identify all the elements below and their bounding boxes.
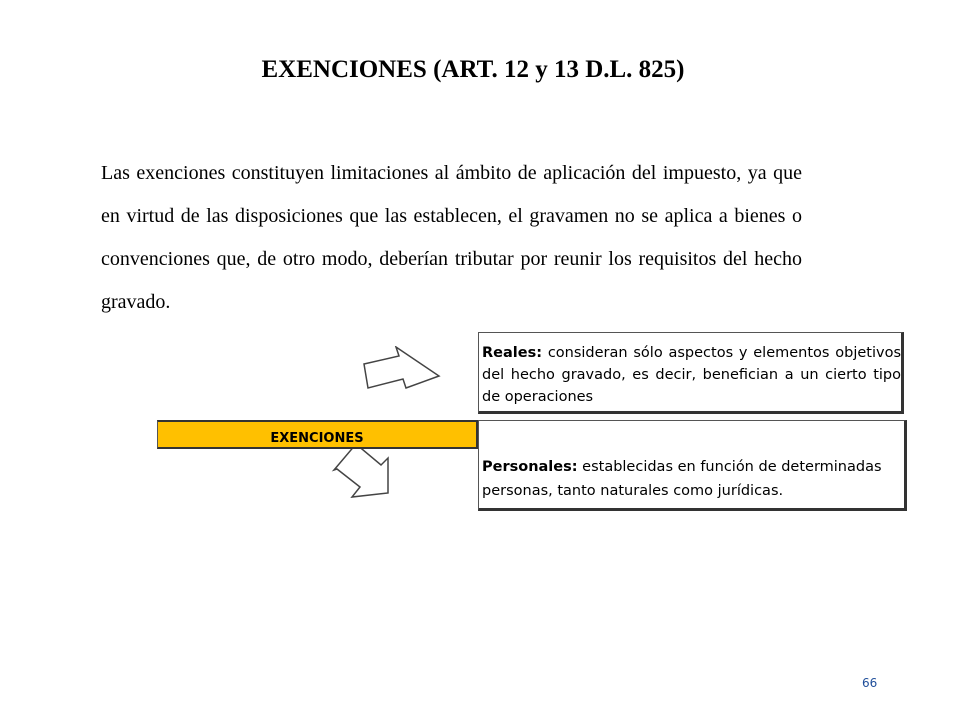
page-number: 66 bbox=[862, 676, 878, 690]
exenciones-label: EXENCIONES bbox=[270, 431, 364, 446]
personales-box bbox=[478, 420, 907, 511]
slide-title: EXENCIONES (ART. 12 y 13 D.L. 825) bbox=[261, 56, 685, 83]
intro-paragraph: Las exenciones constituyen limitaciones al ámbito de aplicación del impuesto, ya que en virtud de las disposiciones que las establecen, el gravamen no se aplica a bienes o convenciones que, de otro modo, deberían tributar por reunir los requisitos del hecho gravado. bbox=[101, 162, 802, 313]
personales-label: Personales: bbox=[482, 459, 578, 475]
personales-text: establecidas en función de determinadas personas, tanto naturales como jurídicas. bbox=[482, 459, 882, 499]
reales-label: Reales: bbox=[482, 345, 543, 361]
reales-box bbox=[478, 332, 904, 414]
arrow-up-right-icon bbox=[360, 346, 442, 402]
exenciones-center-box bbox=[157, 420, 478, 449]
reales-text: consideran sólo aspectos y elementos objetivos del hecho gravado, es decir, benefician a un cierto tipo de operaciones bbox=[482, 345, 902, 405]
